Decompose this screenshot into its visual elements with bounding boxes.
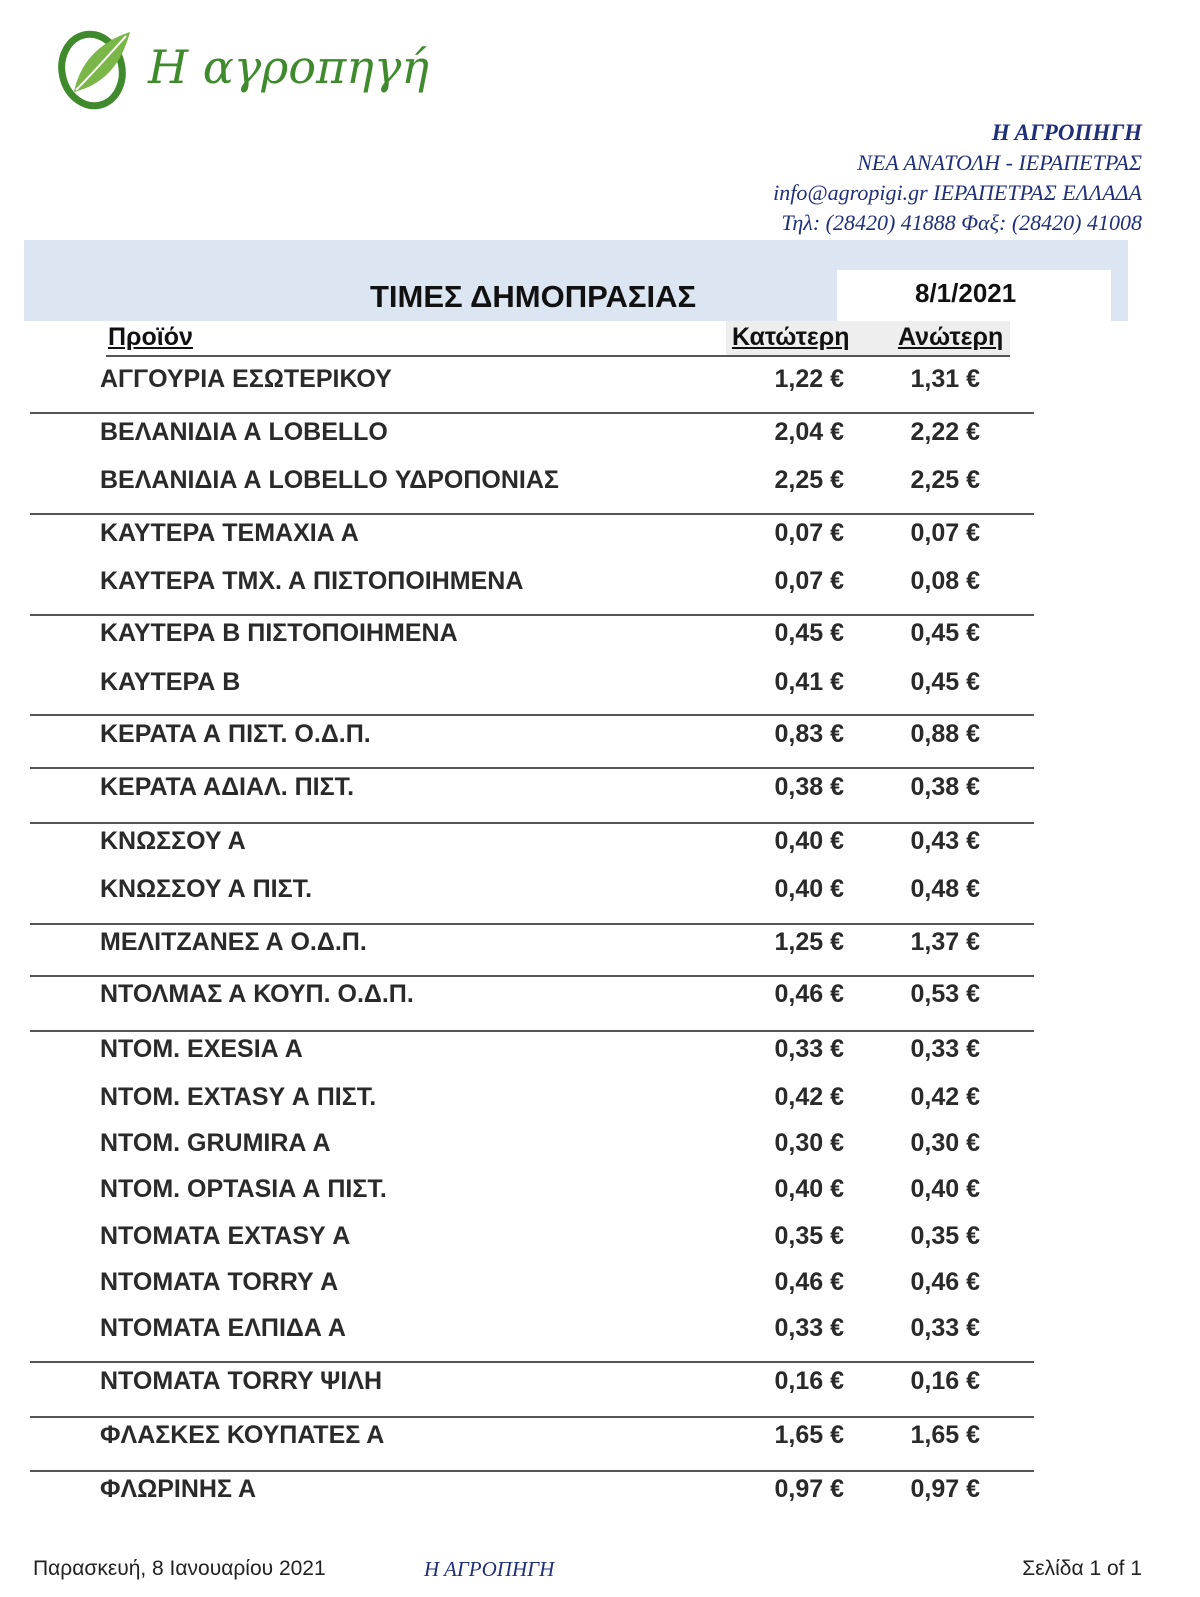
high-price: 0,53 € (910, 980, 980, 1008)
company-name: Η ΑΓΡΟΠΗΓΗ (991, 120, 1142, 145)
table-row (100, 720, 1030, 758)
product-name: ΝΤΟΜ. EXTASY Α ΠΙΣΤ. (100, 1083, 377, 1111)
product-name: ΚΝΩΣΣΟΥ Α (100, 827, 246, 855)
high-price: 0,33 € (910, 1314, 980, 1342)
company-phones: Τηλ: (28420) 41888 Φαξ: (28420) 41008 (781, 210, 1142, 235)
product-name: ΝΤΟΜ. OPTASIA Α ΠΙΣΤ. (100, 1175, 387, 1203)
high-price: 0,97 € (910, 1475, 980, 1503)
high-price: 0,88 € (910, 720, 980, 748)
company-logo (52, 22, 429, 114)
company-address: ΝΕΑ ΑΝΑΤΟΛΗ - ΙΕΡΑΠΕΤΡΑΣ (857, 150, 1142, 175)
low-price: 0,46 € (774, 980, 844, 1008)
table-row (100, 875, 1030, 913)
footer-date: Παρασκευή, 8 Ιανουαρίου 2021 (33, 1557, 326, 1580)
table-row (100, 365, 1030, 403)
low-price: 2,25 € (774, 466, 844, 494)
product-name: ΦΛΩΡΙΝΗΣ Α (100, 1475, 257, 1503)
row-divider (30, 975, 1034, 977)
leaf-logo-icon (52, 22, 144, 114)
row-divider (30, 1470, 1034, 1472)
high-price: 0,30 € (910, 1129, 980, 1157)
product-name: ΝΤΟΛΜΑΣ Α ΚΟΥΠ. Ο.Δ.Π. (100, 980, 414, 1008)
table-row (100, 567, 1030, 605)
high-price: 1,37 € (910, 928, 980, 956)
row-divider (30, 513, 1034, 515)
low-price: 0,33 € (774, 1314, 844, 1342)
product-name: ΝΤΟΜΑΤΑ TORRY Α (100, 1268, 339, 1296)
high-price: 0,43 € (910, 827, 980, 855)
footer-page-number: Σελίδα 1 of 1 (1022, 1557, 1142, 1580)
company-contact: info@agropigi.gr ΙΕΡΑΠΕΤΡΑΣ ΕΛΛΑΔΑ (773, 180, 1142, 205)
low-price: 1,65 € (774, 1421, 844, 1449)
low-price: 0,46 € (774, 1268, 844, 1296)
high-price: 0,35 € (910, 1222, 980, 1250)
table-row (100, 980, 1030, 1018)
low-price: 0,30 € (774, 1129, 844, 1157)
product-name: ΝΤΟΜΑΤΑ TORRY ΨΙΛΗ (100, 1367, 383, 1395)
low-price: 0,07 € (774, 567, 844, 595)
product-name: ΝΤΟΜ. GRUMIRA Α (100, 1129, 331, 1157)
high-price: 0,46 € (910, 1268, 980, 1296)
row-divider (30, 822, 1034, 824)
product-name: ΚΕΡΑΤΑ ΑΔΙΑΛ. ΠΙΣΤ. (100, 773, 355, 801)
product-name: ΒΕΛΑΝΙΔΙΑ Α LOBELLO ΥΔΡΟΠΟΝΙΑΣ (100, 466, 559, 494)
high-price: 0,33 € (910, 1035, 980, 1063)
high-price: 0,38 € (910, 773, 980, 801)
page-title: ΤΙΜΕΣ ΔΗΜΟΠΡΑΣΙΑΣ (370, 279, 697, 314)
table-row (100, 928, 1030, 966)
table-row (100, 619, 1030, 657)
low-price: 0,83 € (774, 720, 844, 748)
product-name: ΝΤΟΜ. EXESIA Α (100, 1035, 303, 1063)
low-price: 0,40 € (774, 827, 844, 855)
company-info (773, 118, 1142, 238)
row-divider (30, 714, 1034, 716)
table-row (100, 1268, 1030, 1306)
low-price: 0,38 € (774, 773, 844, 801)
row-divider (30, 412, 1034, 414)
low-price: 0,97 € (774, 1475, 844, 1503)
column-header-high: Ανώτερη (898, 323, 1004, 351)
low-price: 0,42 € (774, 1083, 844, 1111)
table-row (100, 1035, 1030, 1073)
high-price: 2,25 € (910, 466, 980, 494)
product-name: ΚΕΡΑΤΑ Α ΠΙΣΤ. Ο.Δ.Π. (100, 720, 371, 748)
table-row (100, 1222, 1030, 1260)
column-header-product: Προϊόν (108, 323, 193, 351)
footer-company: Η ΑΓΡΟΠΗΓΗ (424, 1557, 555, 1581)
product-name: ΝΤΟΜΑΤΑ EXTASY Α (100, 1222, 351, 1250)
table-row (100, 1175, 1030, 1213)
low-price: 1,25 € (774, 928, 844, 956)
row-divider (30, 923, 1034, 925)
high-price: 0,45 € (910, 619, 980, 647)
low-price: 0,07 € (774, 519, 844, 547)
column-header-low: Κατώτερη (732, 323, 850, 351)
row-divider (30, 1030, 1034, 1032)
product-name: ΦΛΑΣΚΕΣ ΚΟΥΠΑΤΕΣ Α (100, 1421, 385, 1449)
table-row (100, 1129, 1030, 1167)
table-row (100, 1083, 1030, 1121)
low-price: 0,40 € (774, 875, 844, 903)
high-price: 0,40 € (910, 1175, 980, 1203)
high-price: 0,48 € (910, 875, 980, 903)
table-row (100, 668, 1030, 706)
row-divider (30, 1361, 1034, 1363)
low-price: 1,22 € (774, 365, 844, 393)
product-name: ΚΑΥΤΕΡΑ ΤΜΧ. Α ΠΙΣΤΟΠΟΙΗΜΕΝΑ (100, 567, 524, 595)
table-row (100, 466, 1030, 504)
table-row (100, 1314, 1030, 1352)
low-price: 0,33 € (774, 1035, 844, 1063)
low-price: 0,45 € (774, 619, 844, 647)
product-name: ΑΓΓΟΥΡΙΑ ΕΣΩΤΕΡΙΚΟΥ (100, 365, 392, 393)
high-price: 1,65 € (910, 1421, 980, 1449)
auction-date: 8/1/2021 (915, 278, 1017, 308)
row-divider (30, 614, 1034, 616)
product-name: ΚΝΩΣΣΟΥ Α ΠΙΣΤ. (100, 875, 313, 903)
product-name: ΚΑΥΤΕΡΑ Β (100, 668, 241, 696)
high-price: 0,07 € (910, 519, 980, 547)
low-price: 0,41 € (774, 668, 844, 696)
product-name: ΚΑΥΤΕΡΑ ΤΕΜΑΧΙΑ Α (100, 519, 359, 547)
product-name: ΚΑΥΤΕΡΑ Β ΠΙΣΤΟΠΟΙΗΜΕΝΑ (100, 619, 458, 647)
high-price: 1,31 € (910, 365, 980, 393)
low-price: 0,40 € (774, 1175, 844, 1203)
table-row (100, 519, 1030, 557)
high-price: 2,22 € (910, 418, 980, 446)
high-price: 0,08 € (910, 567, 980, 595)
low-price: 2,04 € (774, 418, 844, 446)
table-row (100, 418, 1030, 456)
low-price: 0,16 € (774, 1367, 844, 1395)
high-price: 0,42 € (910, 1083, 980, 1111)
table-row (100, 1421, 1030, 1459)
logo-wordmark: Η αγροπηγή (148, 40, 429, 94)
row-divider (30, 1416, 1034, 1418)
product-name: ΒΕΛΑΝΙΔΙΑ Α LOBELLO (100, 418, 388, 446)
table-row (100, 1367, 1030, 1405)
table-row (100, 773, 1030, 811)
low-price: 0,35 € (774, 1222, 844, 1250)
high-price: 0,45 € (910, 668, 980, 696)
table-row (100, 1475, 1030, 1513)
product-name: ΝΤΟΜΑΤΑ ΕΛΠΙΔΑ Α (100, 1314, 346, 1342)
table-row (100, 827, 1030, 865)
header-divider (106, 355, 1010, 357)
high-price: 0,16 € (910, 1367, 980, 1395)
row-divider (30, 767, 1034, 769)
product-name: ΜΕΛΙΤΖΑΝΕΣ Α Ο.Δ.Π. (100, 928, 367, 956)
